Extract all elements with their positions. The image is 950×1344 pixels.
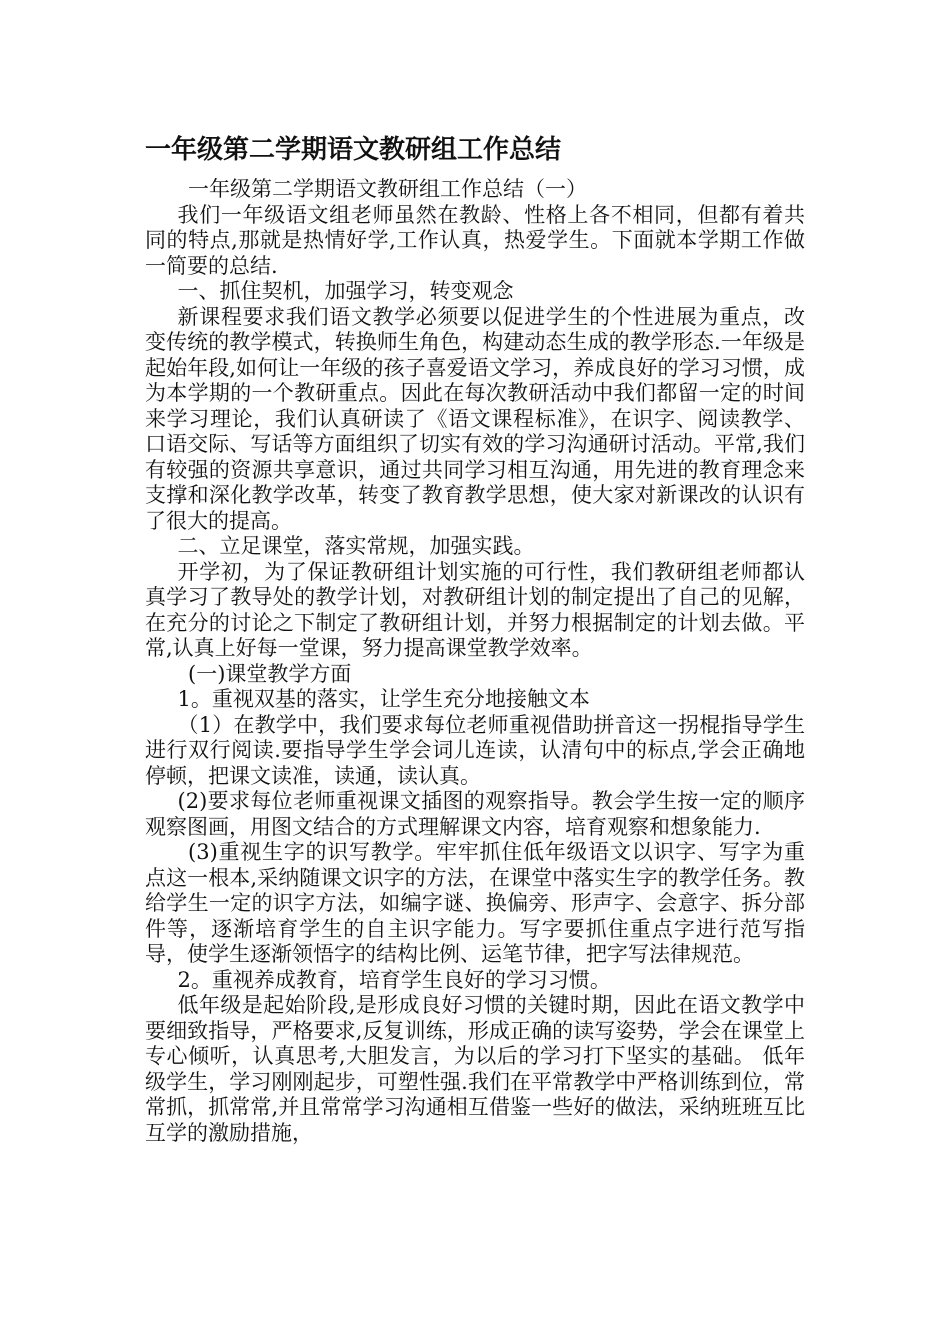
paragraph: 新课程要求我们语文教学必须要以促进学生的个性进展为重点，改变传统的教学模式，转换师生角色，构建动态生成的教学形态.一年级是起始年段,如何让一年级的孩子喜爱语文学习，养成良好的学习习惯，成为本学期的一个教研重点。因此在每次教研活动中我们都留一定的时间来学习理论，我们认真研读了《语文课程标准》，在识字、阅读教学、口语交际、写话等方面组织了切实有效的学习沟通研讨活动。平常,我们有较强的资源共享意识，通过共同学习相互沟通，用先进的教育理念来支撑和深化教学改革，转变了教育教学思想，使大家对新课改的认识有了很大的提高。 <box>145 304 805 533</box>
section-heading: 一年级第二学期语文教研组工作总结（一） <box>188 177 588 201</box>
subsection-heading: 1。重视双基的落实，让学生充分地接触文本 <box>177 687 590 711</box>
paragraph: 低年级是起始阶段,是形成良好习惯的关键时期，因此在语文教学中要细致指导，严格要求,反复训练，形成正确的读写姿势，学会在课堂上专心倾听，认真思考,大胆发言，为以后的学习打下坚实的基础。 低年级学生，学习刚刚起步，可塑性强.我们在平常教学中严格训练到位，常常抓，抓常常,并且常常学习沟通相互借鉴一些好的做法，采纳班班互比互学的激励措施， <box>145 993 805 1145</box>
paragraph: （1）在教学中，我们要求每位老师重视借助拼音这一拐棍指导学生进行双行阅读.要指导学生学会词儿连读，认清句中的标点,学会正确地停顿，把课文读准，读通，读认真。 <box>145 712 805 788</box>
subsection-heading: 2。重视养成教育，培育学生良好的学习习惯。 <box>177 967 611 992</box>
paragraph: (3)重视生字的识写教学。牢牢抓住低年级语文以识字、写字为重点这一根本,采纳随课文识字的方法，在课堂中落实生字的教学任务。教给学生一定的识字方法，如编字谜、换偏旁、形声字、会意字、拆分部件等，逐渐培育学生的自主识字能力。写字要抓住重点字进行范写指导，使学生逐渐领悟字的结构比例、运笔节律，把字写法律规范。 <box>145 840 805 966</box>
document-title: 一年级第二学期语文教研组工作总结 <box>145 135 562 165</box>
paragraph: 我们一年级语文组老师虽然在教龄、性格上各不相同，但都有着共同的特点,那就是热情好学,工作认真，热爱学生。下面就本学期工作做一简要的总结. <box>145 202 805 278</box>
paragraph: 开学初，为了保证教研组计划实施的可行性，我们教研组老师都认真学习了教导处的教学计划，对教研组计划的制定提出了自己的见解，在充分的讨论之下制定了教研组计划，并努力根据制定的计划去做。平常,认真上好每一堂课，努力提高课堂教学效率。 <box>145 559 805 660</box>
section-heading: 二、立足课堂，落实常规，加强实践。 <box>177 534 535 558</box>
paragraph: (2)要求每位老师重视课文插图的观察指导。教会学生按一定的顺序观察图画，用图文结合的方式理解课文内容，培育观察和想象能力. <box>145 789 805 839</box>
section-heading: 一、抓住契机，加强学习，转变观念 <box>177 279 514 303</box>
document-body <box>145 132 805 1146</box>
subsection-heading: (一)课堂教学方面 <box>188 661 352 686</box>
